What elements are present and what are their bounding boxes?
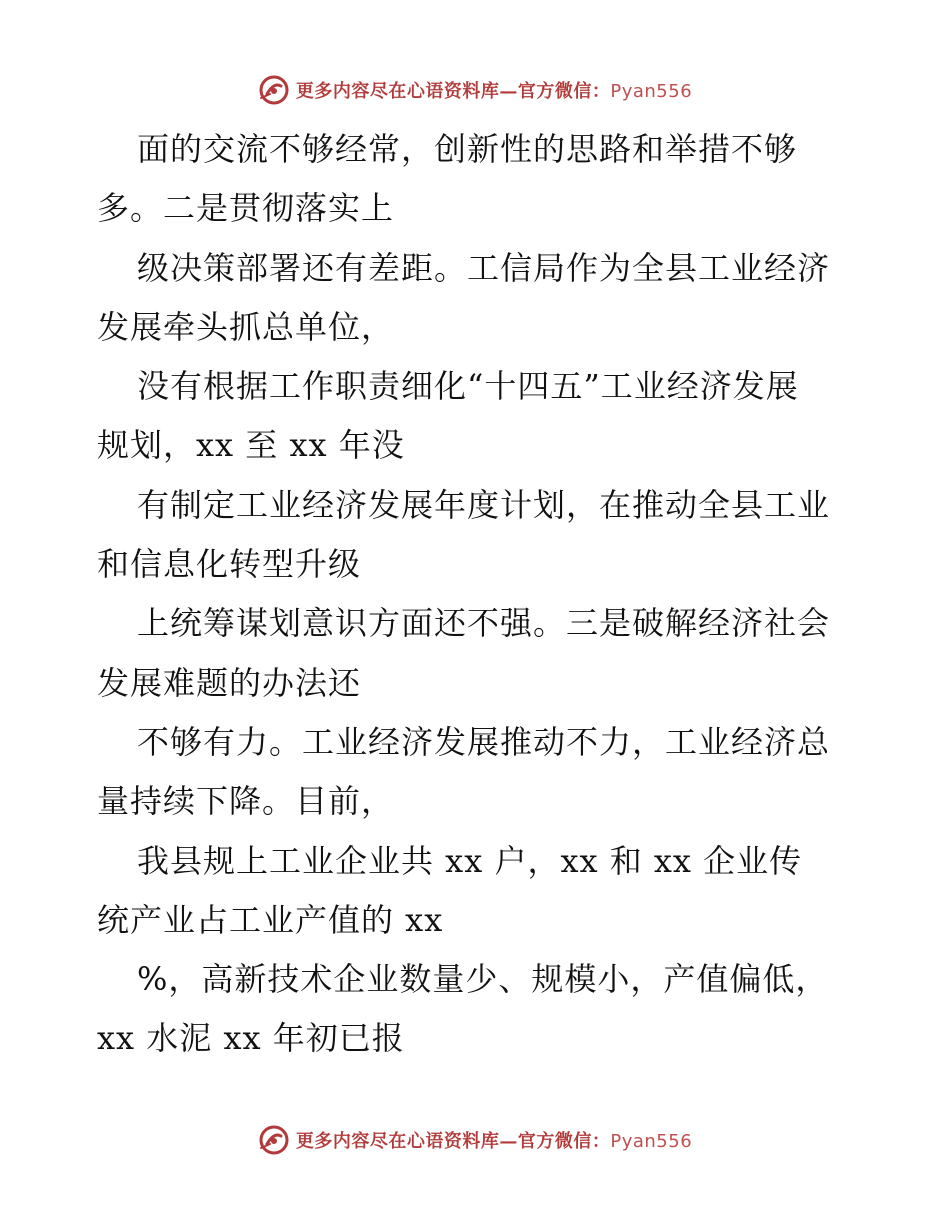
text-line: 发展难题的办法还 [97, 663, 362, 702]
text-line: 规划，xx 至 xx 年没 [97, 426, 405, 465]
text-line: xx 水泥 xx 年初已报 [97, 1019, 405, 1058]
watermark-text: 更多内容尽在心语资料库—官方微信：Pyan556 [295, 81, 693, 102]
text-line: 多。二是贯彻落实上 [97, 189, 395, 228]
text-line: 统产业占工业产值的 xx [97, 900, 444, 939]
header-watermark [0, 72, 950, 108]
brand-logo-icon [258, 1124, 290, 1156]
text-line: 上统筹谋划意识方面还不强。三是破解经济社会 [137, 604, 831, 643]
text-line: %，高新技术企业数量少、规模小，产值偏低， [137, 960, 829, 999]
document-body [97, 120, 857, 1069]
watermark-group [258, 74, 692, 106]
text-line: 没有根据工作职责细化“十四五”工业经济发展 [137, 367, 799, 406]
watermark-text: 更多内容尽在心语资料库—官方微信：Pyan556 [295, 1131, 693, 1152]
text-line: 级决策部署还有差距。工信局作为全县工业经济 [137, 248, 831, 287]
text-line: 发展牵头抓总单位， [97, 307, 395, 346]
text-line: 量持续下降。目前， [97, 782, 395, 821]
text-line: 面的交流不够经常，创新性的思路和举措不够 [137, 130, 798, 168]
wechat-id: Pyan556 [610, 1131, 693, 1152]
watermark-group [258, 1124, 692, 1156]
wechat-id: Pyan556 [610, 81, 693, 102]
footer-watermark [0, 1122, 950, 1158]
text-line: 不够有力。工业经济发展推动不力，工业经济总 [137, 722, 831, 761]
text-line: 我县规上工业企业共 xx 户，xx 和 xx 企业传 [137, 841, 803, 880]
text-line: 和信息化转型升级 [97, 545, 362, 584]
text-line: 有制定工业经济发展年度计划，在推动全县工业 [137, 485, 831, 524]
brand-logo-icon [258, 74, 290, 106]
